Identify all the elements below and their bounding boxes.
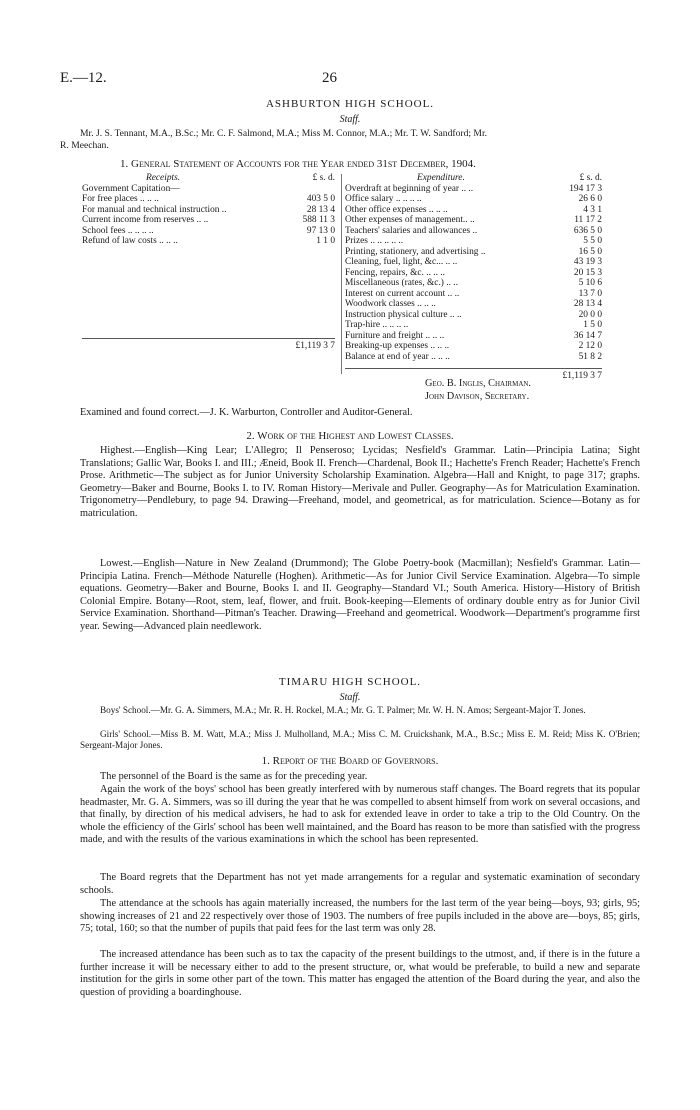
expenditure-row: [345, 184, 602, 195]
expenditure-label: Office salary .. .. .. ..: [345, 194, 422, 204]
receipt-amount: 97 13 0: [306, 225, 335, 236]
expenditure-row: [345, 268, 602, 279]
expenditure-row: [345, 215, 602, 226]
expenditure-label: Other office expenses .. .. ..: [345, 204, 448, 215]
expenditure-label: Cleaning, fuel, light, &c... .. ..: [345, 257, 458, 267]
receipt-label: For free places .. .. ..: [82, 194, 159, 204]
expenditure-row: [345, 257, 602, 268]
report-paragraph-4: The attendance at the schools has again materially increased, the numbers for the last term of the year being—boys, 93; girls, 95; showing increases of 21 and 22 respectively over those of 1903. The numbers of free pupils included in the above are—boys, 85; girls, 75; total, 160; so that the number of pupils that paid fees for the last term was only 28.: [80, 898, 640, 935]
receipt-row: [82, 236, 335, 247]
expenditure-amount: 5 5 0: [583, 236, 602, 246]
ashburton-staff-line: Mr. J. S. Tennant, M.A., B.Sc.; Mr. C. F. Salmond, M.A.; Miss M. Connor, M.A.; Mr. T. W. Sandford; Mr.: [80, 128, 488, 139]
expenditure-row: [345, 331, 602, 342]
expenditure-amount: 13 7 0: [578, 288, 602, 299]
receipt-amount: 588 11 3: [302, 215, 335, 225]
expenditure-row: [345, 247, 602, 258]
expenditure-amount: 43 19 3: [573, 257, 602, 267]
receipt-label: Government Capitation—: [82, 183, 180, 194]
expenditure-row: [345, 205, 602, 216]
receipt-amount: 403 5 0: [306, 194, 335, 204]
expenditure-label: Overdraft at beginning of year .. ..: [345, 183, 474, 194]
report-paragraph-1: The personnel of the Board is the same as for the preceding year.: [100, 771, 368, 782]
expenditure-label: Interest on current account .. ..: [345, 288, 460, 299]
receipt-label: Refund of law costs .. .. ..: [82, 236, 178, 246]
girls-school-staff: Girls' School.—Miss B. M. Watt, M.A.; Miss J. Mulholland, M.A.; Miss C. M. Cruickshank, M.A., B.Sc.; Miss E. M. Reid; Miss K. O'Brien; Sergeant-Major Jones.: [80, 729, 640, 750]
expenditure-row: [345, 299, 602, 310]
expenditure-label: Fencing, repairs, &c. .. .. ..: [345, 267, 445, 278]
expenditure-amount: 1 5 0: [583, 320, 602, 330]
timaru-title: TIMARU HIGH SCHOOL.: [278, 676, 422, 688]
timaru-staff-heading: Staff.: [339, 692, 361, 703]
expenditure-label: Teachers' salaries and allowances ..: [345, 225, 478, 236]
expenditure-label: Prizes .. .. .. .. ..: [345, 236, 404, 246]
expenditure-amount: 26 6 0: [578, 194, 602, 204]
expenditure-label: Instruction physical culture .. ..: [345, 309, 462, 320]
expenditure-amount: 2 12 0: [578, 341, 602, 351]
receipt-label: Current income from reserves .. ..: [82, 215, 209, 225]
expenditure-amount: 16 5 0: [578, 246, 602, 257]
expenditure-row: [345, 236, 602, 247]
expenditure-amount: 36 14 7: [573, 330, 602, 341]
lowest-classes: Lowest.—English—Nature in New Zealand (Drummond); The Globe Poetry-book (Macmillan); Nesfield's Grammar. Latin—Principia Latina. French—Méthode Naturelle (Hoghen). Arithmetic—As for Junior Civil Service Examination. Algebra—To simple equations. Geometry—Baker and Bourne, Books I. and II. Geography—Standard VI.; South America. History—History of British Colonial Empire. Botany—Root, stem, leaf, flower, and fruit. Book-keeping—Elements of ordinary double entry as for Junior Civil Service Examination. Shorthand—Pitman's Teacher. Drawing—Freehand and geometrical. Woodwork—Department's programme first year. Sewing—Advanced plain needlework.: [80, 558, 640, 632]
receipt-row: [82, 184, 335, 195]
expenditure-label: Other expenses of management.. ..: [345, 215, 475, 225]
signature-chairman: Geo. B. Inglis, Chairman.: [425, 378, 532, 389]
expenditure-row: [345, 194, 602, 205]
expenditure-row: [345, 278, 602, 289]
boys-school-staff: Boys' School.—Mr. G. A. Simmers, M.A.; Mr. R. H. Rockel, M.A.; Mr. G. T. Palmer; Mr. W. H. N. Amos; Sergeant-Major T. Jones.: [100, 705, 586, 715]
work-heading: 2. Work of the Highest and Lowest Classes.: [246, 430, 454, 442]
expenditure-amount: 28 13 4: [573, 299, 602, 309]
report-paragraph-3: The Board regrets that the Department has not yet made arrangements for a regular and systematic examination of secondary schools.: [80, 872, 640, 896]
expenditure-label: Breaking-up expenses .. .. ..: [345, 341, 450, 351]
expenditure-label: Trap-hire .. .. .. ..: [345, 320, 409, 330]
ashburton-staff-heading: Staff.: [339, 114, 361, 125]
receipt-row: [82, 226, 335, 237]
expenditure-amount: 51 8 2: [578, 351, 602, 362]
receipts-total: £1,119 3 7: [295, 340, 335, 351]
expenditure-amount: 5 10 6: [578, 278, 602, 288]
expenditure-label: Furniture and freight .. .. ..: [345, 330, 445, 341]
expenditure-label: Woodwork classes .. .. ..: [345, 299, 436, 309]
receipt-row: [82, 215, 335, 226]
expenditure-amount: 636 5 0: [573, 225, 602, 236]
highest-classes: Highest.—English—King Lear; L'Allegro; Il Penseroso; Lycidas; Nesfield's Grammar. Latin—Principia Latina; Sight Translations; Gallic War, Books I. and III.; Æneid, Book II. French—Chardenal, Book II.; Hachette's French Reader; Hachette's French Prose. Arithmetic—The subject as for Junior University Scholarship Examination. Algebra—Hall and Knight, to page 317; graphs. Geometry—Baker and Bourne, Books I. to IV. Roman History—Merivale and Puller. Geography—As for Matriculation Examination. Trigonometry—Pendlebury, to page 94. Drawing—Freehand, model, and geometrical, as for matriculation. Science—Botany as for matriculation.: [80, 445, 640, 519]
expenditure-amount: 4 3 1: [583, 204, 602, 215]
receipt-amount: 1 1 0: [316, 236, 335, 246]
receipt-label: For manual and technical instruction ..: [82, 204, 227, 215]
expenditure-amount: 20 15 3: [573, 267, 602, 278]
expenditure-label: Balance at end of year .. .. ..: [345, 351, 450, 362]
ashburton-title: ASHBURTON HIGH SCHOOL.: [265, 98, 435, 110]
expenditure-label: Printing, stationery, and advertising ..: [345, 246, 486, 257]
expenditure-row: [345, 341, 602, 352]
expenditure-money-heading: £ s. d.: [579, 173, 602, 183]
receipt-row: [82, 194, 335, 205]
signature-secretary: John Davison, Secretary.: [425, 391, 530, 402]
receipt-label: School fees .. .. .. ..: [82, 225, 154, 236]
column-divider: [341, 174, 342, 374]
report-paragraph-2: Again the work of the boys' school has been greatly interfered with by numerous staff changes. The Board regrets that its popular headmaster, Mr. G. A. Simmers, was so ill during the year that he was compelled to absent himself from work on several occasions, and that finally, by direction of his medical advisers, he had to ask for extended leave in order to take a trip to the Old Country. On the whole the efficiency of the Girls' school has been well maintained, and the Board has reason to be more than satisfied with the progress made, and with the results of the various examinations in which the school has been represented.: [80, 784, 640, 846]
expenditure-heading: Expenditure.: [417, 173, 465, 183]
receipts-heading: Receipts.: [146, 173, 181, 183]
accounts-heading: 1. General Statement of Accounts for the Year ended 31st December, 1904.: [120, 158, 476, 170]
examined-statement: Examined and found correct.—J. K. Warburton, Controller and Auditor-General.: [80, 407, 413, 418]
report-paragraph-5: The increased attendance has been such as to tax the capacity of the present buildings to the utmost, and, if there is in the future a further increase it will be necessary either to add to the present structure, or, what would be preferable, to build a new and separate institution for the girls in some other part of the town. This matter has engaged the attention of the Board during the year, and also the question of providing a boardinghouse.: [80, 949, 640, 998]
expenditure-row: [345, 310, 602, 321]
report-reference: E.—12.: [60, 70, 107, 86]
expenditure-row: [345, 226, 602, 237]
expenditure-amount: 20 0 0: [578, 309, 602, 320]
ashburton-staff-line-2: R. Meechan.: [60, 140, 109, 151]
expenditure-total: £1,119 3 7: [562, 371, 602, 381]
receipts-column: [82, 173, 335, 353]
page-number: 26: [322, 70, 337, 86]
expenditure-column: [345, 173, 602, 383]
receipts-money-heading: £ s. d.: [312, 173, 335, 183]
expenditure-amount: 11 17 2: [574, 215, 602, 225]
expenditure-label: Miscellaneous (rates, &c.) .. ..: [345, 278, 458, 288]
expenditure-row: [345, 320, 602, 331]
receipt-row: [82, 205, 335, 216]
expenditure-row: [345, 289, 602, 300]
board-report-heading: 1. Report of the Board of Governors.: [261, 755, 439, 767]
receipt-amount: 28 13 4: [306, 204, 335, 215]
expenditure-amount: 194 17 3: [569, 183, 602, 194]
expenditure-row: [345, 352, 602, 363]
